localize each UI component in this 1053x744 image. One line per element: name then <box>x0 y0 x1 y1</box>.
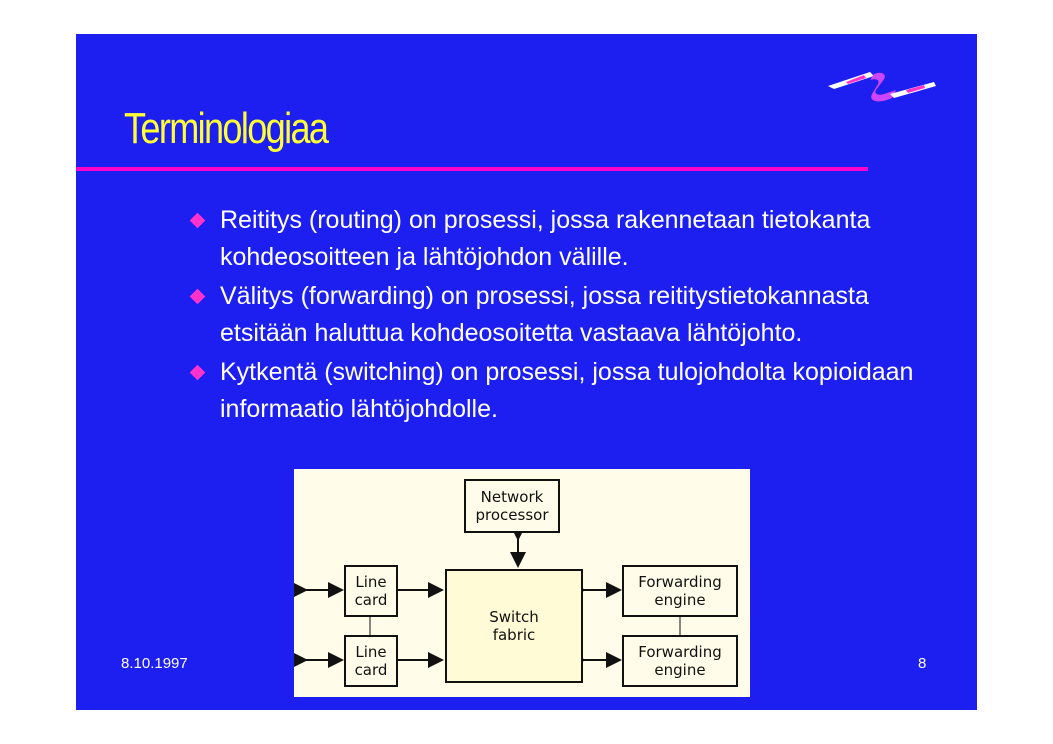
bullet-text: Reititys (routing) on prosessi, jossa rakennetaan tietokanta kohdeosoitteen ja lähtöjohdon välille. <box>220 206 871 271</box>
diamond-bullet-icon <box>190 289 206 305</box>
bullet-list <box>188 202 928 430</box>
page-number: 8 <box>918 655 927 672</box>
slide-title: Terminologiaa <box>124 104 328 153</box>
bullet-item <box>188 354 928 428</box>
router-architecture-diagram <box>294 469 750 697</box>
logo-icon <box>826 66 938 110</box>
title-divider <box>76 167 868 171</box>
line-card-box: Line card <box>344 635 398 687</box>
diamond-bullet-icon <box>190 365 206 381</box>
footer-date: 8.10.1997 <box>121 655 188 672</box>
line-card-box: Line card <box>344 565 398 617</box>
bullet-item <box>188 202 928 276</box>
bullet-text: Kytkentä (switching) on prosessi, jossa tulojohdolta kopioidaan informaatio lähtöjohdolle. <box>220 358 914 423</box>
bullet-text: Välitys (forwarding) on prosessi, jossa reititystietokannasta etsitään haluttua kohdeosoitetta vastaava lähtöjohto. <box>220 282 869 347</box>
forwarding-engine-box: Forwarding engine <box>622 635 738 687</box>
network-processor-box: Network processor <box>464 479 560 533</box>
bullet-item <box>188 278 928 352</box>
switch-fabric-box: Switch fabric <box>445 569 583 683</box>
forwarding-engine-box: Forwarding engine <box>622 565 738 617</box>
diamond-bullet-icon <box>190 213 206 229</box>
